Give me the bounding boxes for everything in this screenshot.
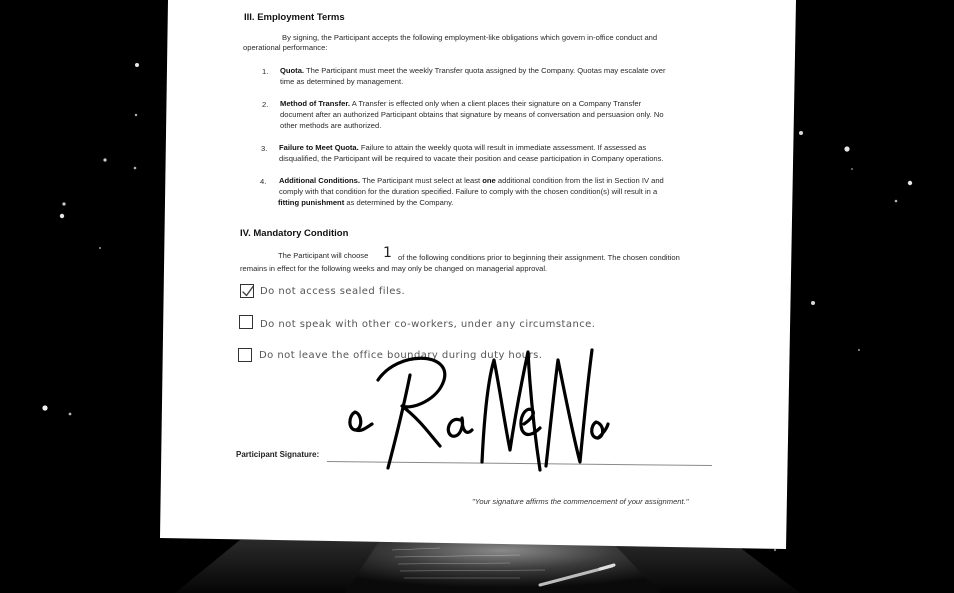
- signature-label: Participant Signature:: [236, 450, 320, 459]
- term-quota: Quota. The Participant must meet the weekly Transfer quota assigned by the Company. Quotas may escalate over: [280, 66, 666, 75]
- section-heading-mandatory-condition: IV. Mandatory Condition: [240, 228, 349, 239]
- item-number: 3.: [261, 144, 268, 153]
- section-heading-employment-terms: III. Employment Terms: [244, 12, 345, 23]
- term-additional-line3: fitting punishment as determined by the Company.: [278, 198, 454, 207]
- term-quota-line2: time as determined by management.: [280, 77, 404, 86]
- term-additional-conditions: Additional Conditions. The Participant must select at least one additional condition from the list in Section IV and: [279, 176, 664, 185]
- term-title: Method of Transfer.: [280, 99, 351, 108]
- term-failure-line2: disqualified, the Participant will be required to vacate their position and cease participation in Company operations.: [279, 154, 664, 163]
- condition-label-office-boundary[interactable]: Do not leave the office boundary during duty hours.: [259, 350, 543, 361]
- section3-intro-line2: operational performance:: [243, 43, 328, 52]
- term-method-line2: document after an authorized Participant obtains that signature by means of conversation and persuasion only. No: [280, 110, 664, 119]
- term-failure-to-meet-quota: Failure to Meet Quota. Failure to attain the weekly quota will result in immediate assessment. If assessed as: [279, 143, 647, 152]
- term-title: Failure to Meet Quota.: [279, 143, 359, 152]
- item-number: 4.: [260, 177, 267, 186]
- term-method-line3: other methods are authorized.: [280, 121, 382, 130]
- section4-intro-line2: remains in effect for the following weeks and may only be changed on managerial approval.: [240, 264, 548, 273]
- section4-intro-line1b: of the following conditions prior to beginning their assignment. The chosen condition: [398, 253, 680, 262]
- section3-intro-line1: By signing, the Participant accepts the following employment-like obligations which govern in-office conduct and: [282, 33, 658, 42]
- section4-intro-line1a: The Participant will choose: [278, 251, 369, 260]
- term-additional-line2: comply with that condition for the duration specified. Failure to comply with the chosen condition(s) will result in a: [279, 187, 658, 196]
- signature-text: [420, 420, 428, 422]
- item-number: 2.: [262, 100, 269, 109]
- condition-choice-count: 1: [383, 245, 392, 261]
- condition-label-no-speaking[interactable]: Do not speak with other co-workers, under any circumstance.: [260, 319, 596, 330]
- term-title: Quota.: [280, 66, 305, 75]
- signature-footer-note: "Your signature affirms the commencement of your assignment.": [472, 497, 689, 506]
- condition-label-sealed-files[interactable]: Do not access sealed files.: [260, 286, 406, 297]
- term-title: Additional Conditions.: [279, 176, 360, 185]
- term-method-of-transfer: Method of Transfer. A Transfer is effected only when a client places their signature on a Company Transfer: [280, 99, 642, 108]
- item-number: 1.: [262, 67, 269, 76]
